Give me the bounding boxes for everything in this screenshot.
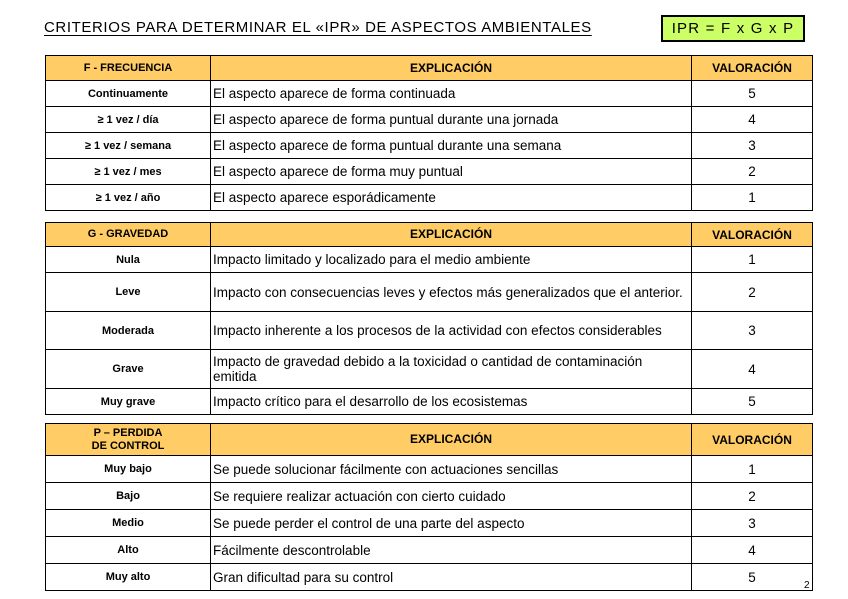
row-label: Muy bajo: [46, 456, 211, 483]
table-header-row: [46, 424, 813, 456]
row-value: 3: [692, 133, 813, 159]
row-label: Muy alto: [46, 564, 211, 591]
header-value: VALORACIÓN: [692, 56, 813, 81]
table-row: [46, 312, 813, 350]
header-explanation: EXPLICACIÓN: [211, 424, 692, 456]
page-title: CRITERIOS PARA DETERMINAR EL «IPR» DE ASPECTOS AMBIENTALES: [44, 19, 592, 36]
table-header-row: [46, 223, 813, 247]
row-explanation: El aspecto aparece de forma continuada: [211, 81, 692, 107]
row-value: 4: [692, 107, 813, 133]
table-row: [46, 483, 813, 510]
table-row: [46, 537, 813, 564]
row-value: 1: [692, 185, 813, 211]
row-value: 2: [692, 159, 813, 185]
frecuencia-table: [45, 55, 813, 211]
row-explanation: Impacto de gravedad debido a la toxicidad o cantidad de contaminación emitida: [211, 350, 692, 389]
gravedad-table: [45, 222, 813, 415]
header-criterion: G - GRAVEDAD: [46, 223, 211, 247]
row-explanation: El aspecto aparece esporádicamente: [211, 185, 692, 211]
row-explanation: El aspecto aparece de forma muy puntual: [211, 159, 692, 185]
table-row: [46, 159, 813, 185]
table-row: [46, 133, 813, 159]
row-value: 2: [692, 483, 813, 510]
row-label: Moderada: [46, 312, 211, 350]
row-explanation: Impacto inherente a los procesos de la actividad con efectos considerables: [211, 312, 692, 350]
header-criterion-line2: DE CONTROL: [91, 439, 165, 452]
perdida-control-table: [45, 423, 813, 591]
table-row: [46, 456, 813, 483]
table-row: [46, 273, 813, 312]
row-value: 5: [692, 81, 813, 107]
row-explanation: El aspecto aparece de forma puntual durante una semana: [211, 133, 692, 159]
row-value: 3: [692, 510, 813, 537]
row-explanation: Impacto con consecuencias leves y efectos más generalizados que el anterior.: [211, 273, 692, 312]
table-row: [46, 81, 813, 107]
row-label: Muy grave: [46, 389, 211, 415]
row-value: 5: [692, 389, 813, 415]
header-explanation: EXPLICACIÓN: [211, 223, 692, 247]
header-criterion: [46, 424, 211, 456]
row-label: ≥ 1 vez / semana: [46, 133, 211, 159]
row-explanation: Gran dificultad para su control: [211, 564, 692, 591]
row-label: Nula: [46, 247, 211, 273]
row-label: Alto: [46, 537, 211, 564]
table-row: [46, 107, 813, 133]
row-explanation: El aspecto aparece de forma puntual durante una jornada: [211, 107, 692, 133]
row-explanation: Se puede solucionar fácilmente con actuaciones sencillas: [211, 456, 692, 483]
table-row: [46, 185, 813, 211]
ipr-formula-box: IPR = F x G x P: [661, 15, 805, 42]
table-row: [46, 247, 813, 273]
header-value: VALORACIÓN: [692, 223, 813, 247]
row-label: Continuamente: [46, 81, 211, 107]
row-value: 4: [692, 350, 813, 389]
page-number: 2: [804, 580, 810, 591]
row-label: Medio: [46, 510, 211, 537]
row-value: 5: [692, 564, 813, 591]
header-criterion: F - FRECUENCIA: [46, 56, 211, 81]
row-label: Leve: [46, 273, 211, 312]
row-explanation: Fácilmente descontrolable: [211, 537, 692, 564]
row-label: Bajo: [46, 483, 211, 510]
row-explanation: Impacto crítico para el desarrollo de los ecosistemas: [211, 389, 692, 415]
row-value: 1: [692, 247, 813, 273]
row-explanation: Se puede perder el control de una parte del aspecto: [211, 510, 692, 537]
header-criterion-line1: P – PERDIDA: [93, 426, 163, 439]
row-value: 4: [692, 537, 813, 564]
row-label: ≥ 1 vez / año: [46, 185, 211, 211]
row-explanation: Impacto limitado y localizado para el medio ambiente: [211, 247, 692, 273]
table-row: [46, 389, 813, 415]
row-value: 2: [692, 273, 813, 312]
table-row: [46, 350, 813, 389]
row-value: 3: [692, 312, 813, 350]
header-value: VALORACIÓN: [692, 424, 813, 456]
row-label: Grave: [46, 350, 211, 389]
table-row: [46, 564, 813, 591]
row-value: 1: [692, 456, 813, 483]
header-explanation: EXPLICACIÓN: [211, 56, 692, 81]
row-label: ≥ 1 vez / mes: [46, 159, 211, 185]
row-label: ≥ 1 vez / día: [46, 107, 211, 133]
table-row: [46, 510, 813, 537]
row-explanation: Se requiere realizar actuación con cierto cuidado: [211, 483, 692, 510]
table-header-row: [46, 56, 813, 81]
